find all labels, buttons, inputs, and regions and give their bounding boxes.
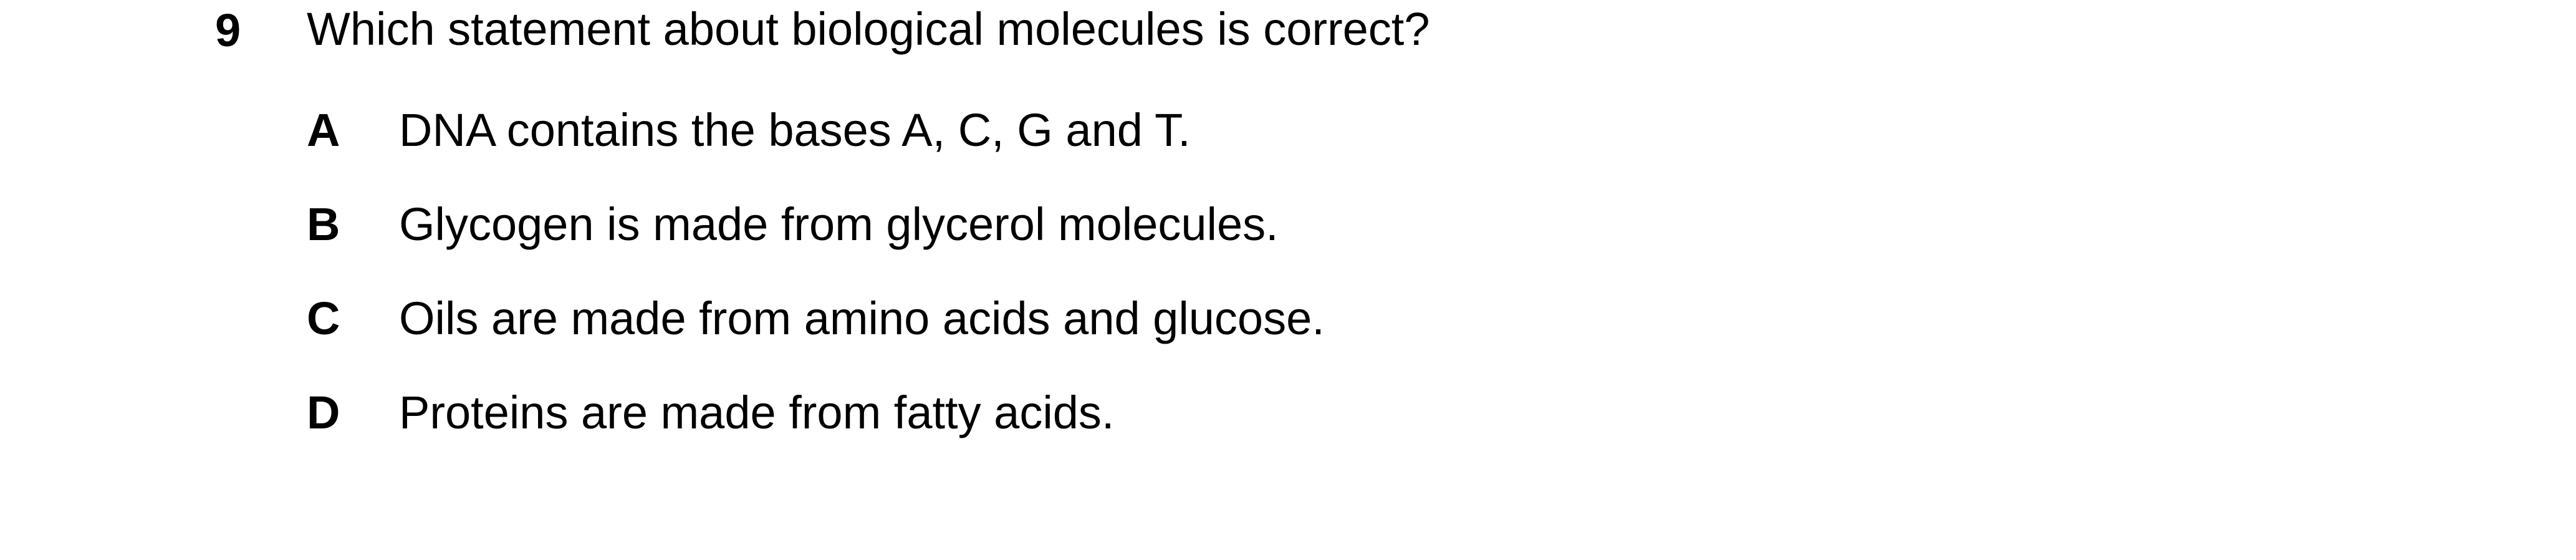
- option-a-text: DNA contains the bases A, C, G and T.: [399, 104, 1191, 156]
- option-d-text: Proteins are made from fatty acids.: [399, 387, 1115, 438]
- question-stem: Which statement about biological molecules is correct?: [307, 3, 1430, 55]
- option-a-letter: A: [307, 104, 340, 156]
- question-number: 9: [215, 4, 241, 56]
- option-d-letter: D: [307, 387, 340, 438]
- option-b-letter: B: [307, 198, 340, 250]
- option-c-text: Oils are made from amino acids and glucose.: [399, 292, 1325, 344]
- option-b-text: Glycogen is made from glycerol molecules.: [399, 198, 1279, 250]
- option-c-letter: C: [307, 292, 340, 344]
